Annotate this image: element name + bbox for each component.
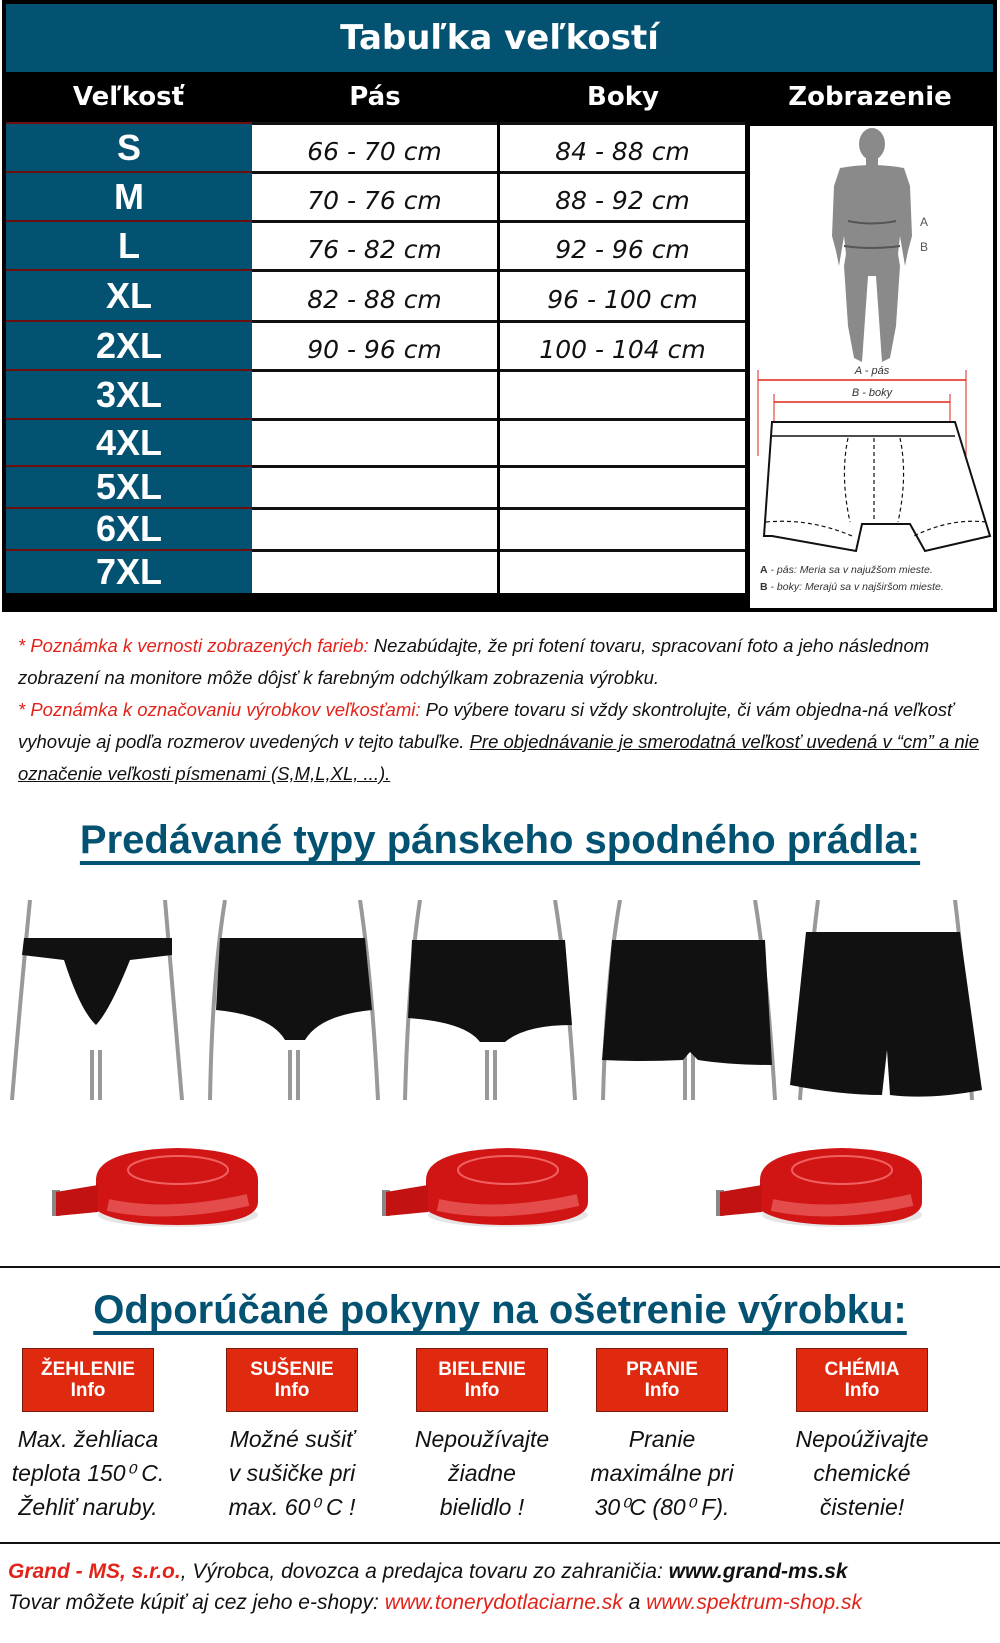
- divider: [0, 1542, 1000, 1544]
- care-description-line: Nepoúživajte: [795, 1426, 929, 1452]
- divider: [0, 1266, 1000, 1268]
- eshop-link-toners[interactable]: www.tonerydotlaciarne.sk: [384, 1591, 623, 1614]
- care-description-line: Možné sušiť: [229, 1426, 355, 1452]
- body-silhouette-icon: [832, 128, 912, 362]
- eshop-link-spektrum[interactable]: www.spektrum-shop.sk: [646, 1591, 863, 1614]
- types-section-title: Predávané typy pánskeho spodného prádla:: [79, 818, 921, 862]
- care-description-line: chemické: [813, 1460, 911, 1486]
- care-button-label: BIELENIE: [438, 1359, 526, 1380]
- care-button-sub: Info: [464, 1380, 500, 1401]
- company-name: Grand - MS, s.r.o.: [8, 1560, 181, 1583]
- care-button-sub: Info: [274, 1380, 310, 1401]
- care-info-button[interactable]: [22, 1348, 154, 1412]
- waist-value: [252, 418, 497, 465]
- care-description: [772, 1422, 952, 1524]
- care-info-button[interactable]: [796, 1348, 928, 1412]
- notes-section: [18, 630, 988, 790]
- header-waist: Pás: [349, 82, 401, 112]
- measurement-illustration: [750, 126, 993, 608]
- care-description-line: maximálne pri: [590, 1460, 734, 1486]
- measuring-tape-icon: [382, 1148, 588, 1227]
- care-section-title: Odporúčané pokyny na ošetrenie výrobku:: [93, 1288, 907, 1332]
- measuring-tape-icon: [716, 1148, 922, 1227]
- care-description-line: Max. žehliaca: [17, 1426, 159, 1452]
- table-header-row: [6, 72, 993, 122]
- care-description: [202, 1422, 382, 1524]
- footer-line-1: Grand - MS, s.r.o., Výrobca, dovozca a predajca tovaru zo zahraničia: www.grand-ms.sk: [8, 1560, 848, 1583]
- care-description-line: žiadne: [448, 1460, 516, 1486]
- boxer-briefs-icon: [602, 900, 775, 1100]
- care-description-line: 30⁰C (80⁰ F).: [594, 1494, 730, 1520]
- hip-briefs-icon: [405, 900, 575, 1100]
- care-info-button[interactable]: [596, 1348, 728, 1412]
- waist-value: 70 - 76 cm: [252, 171, 497, 220]
- hips-value: [500, 418, 745, 465]
- hips-value: [500, 465, 745, 507]
- size-label: 6XL: [6, 507, 252, 549]
- note-size-labeling: [18, 694, 988, 790]
- care-info-button[interactable]: [416, 1348, 548, 1412]
- note-size-text: Po výbere tovaru si vždy skontrolujte, či vám objedna-ná veľkosť vyhovuje aj podľa rozmerov uvedených v tejto tabuľke.: [18, 699, 954, 752]
- underwear-types: [0, 900, 1000, 1130]
- size-table: [2, 0, 997, 612]
- care-description-line: teplota 150⁰ C.: [11, 1460, 165, 1486]
- body-label-b: B: [920, 240, 929, 254]
- note-size-label: * Poznámka k označovaniu výrobkov veľkosťami:: [18, 699, 421, 720]
- care-item: [772, 1348, 952, 1524]
- care-item: [572, 1348, 752, 1524]
- care-button-sub: Info: [844, 1380, 880, 1401]
- hips-value: 92 - 96 cm: [500, 220, 745, 269]
- size-label: 3XL: [6, 369, 252, 418]
- size-label: XL: [6, 269, 252, 320]
- hips-value: 84 - 88 cm: [500, 122, 745, 171]
- jockstrap-icon: [12, 900, 182, 1100]
- size-label: L: [6, 220, 252, 269]
- waist-value: [252, 549, 497, 593]
- note-color-label: * Poznámka k vernosti zobrazených farieb:: [18, 635, 369, 656]
- header-illustration: Zobrazenie: [788, 82, 952, 112]
- care-description: [572, 1422, 752, 1524]
- hips-value: [500, 549, 745, 593]
- dim-label-b: B - boky: [851, 387, 893, 399]
- care-item: [392, 1348, 572, 1524]
- footer: [8, 1556, 998, 1618]
- size-label: 4XL: [6, 418, 252, 465]
- footer-line-2: Tovar môžete kúpiť aj cez jeho e-shopy: www.tonerydotlaciarne.sk a www.spektrum-shop.sk: [8, 1591, 863, 1614]
- note-color-fidelity: [18, 630, 988, 694]
- measuring-tapes: [0, 1130, 1000, 1240]
- care-button-label: CHÉMIA: [824, 1359, 900, 1380]
- header-size: Veľkosť: [72, 82, 185, 112]
- care-button-label: SUŠENIE: [250, 1359, 334, 1380]
- legend-a: A - pás: Meria sa v najužšom mieste.: [760, 564, 933, 576]
- care-button-label: PRANIE: [626, 1359, 698, 1380]
- waist-value: [252, 507, 497, 549]
- care-description-line: max. 60⁰ C !: [228, 1494, 356, 1520]
- care-description-line: Nepoužívajte: [414, 1426, 550, 1452]
- table-title: Tabuľka veľkostí: [6, 4, 993, 72]
- care-button-label: ŽEHLENIE: [41, 1359, 135, 1380]
- size-label: M: [6, 171, 252, 220]
- dim-label-a: A - pás: [854, 365, 890, 377]
- measuring-tape-icon: [52, 1148, 258, 1227]
- size-label: S: [6, 122, 252, 171]
- hips-value: 100 - 104 cm: [500, 320, 745, 369]
- hips-value: 88 - 92 cm: [500, 171, 745, 220]
- care-item: [0, 1348, 178, 1524]
- waist-value: [252, 369, 497, 418]
- care-description-line: Žehliť naruby.: [18, 1494, 158, 1520]
- briefs-icon: [210, 900, 378, 1100]
- boxer-outline-icon: [764, 422, 990, 551]
- size-label: 2XL: [6, 320, 252, 369]
- care-description-line: čistenie!: [819, 1494, 905, 1520]
- care-description-line: v sušičke pri: [228, 1460, 356, 1486]
- waist-value: 82 - 88 cm: [252, 269, 497, 320]
- note-color-text: Nezabúdajte, že pri fotení tovaru, spracovaní foto a jeho následnom zobrazení na monitore môže dôjsť k farebným odchýlkam zobrazenia výrobku.: [18, 635, 930, 688]
- care-description-line: Pranie: [628, 1426, 696, 1452]
- hips-value: 96 - 100 cm: [500, 269, 745, 320]
- size-label: 7XL: [6, 549, 252, 593]
- care-description: [392, 1422, 572, 1524]
- care-button-sub: Info: [70, 1380, 106, 1401]
- illustration-cell: [750, 126, 993, 608]
- header-hips: Boky: [587, 82, 659, 112]
- care-button-sub: Info: [644, 1380, 680, 1401]
- waist-value: 76 - 82 cm: [252, 220, 497, 269]
- measuring-tapes-illustration: [0, 1130, 1000, 1240]
- note-size-important: Pre objednávanie je smerodatná veľkosť uvedená v “cm” a nie označenie veľkosti písmenami (S,M,L,XL, ...).: [18, 731, 980, 784]
- hips-value: [500, 507, 745, 549]
- waist-value: 90 - 96 cm: [252, 320, 497, 369]
- care-description: [0, 1422, 178, 1524]
- waist-value: 66 - 70 cm: [252, 122, 497, 171]
- waist-value: [252, 465, 497, 507]
- legend-b: B - boky: Merajú sa v najširšom mieste.: [760, 581, 944, 593]
- care-info-button[interactable]: [226, 1348, 358, 1412]
- hips-value: [500, 369, 745, 418]
- trunks-icon: [790, 900, 982, 1100]
- care-description-line: bielidlo !: [439, 1494, 525, 1520]
- size-label: 5XL: [6, 465, 252, 507]
- care-item: [202, 1348, 382, 1524]
- body-label-a: A: [920, 215, 929, 229]
- underwear-types-illustration: [0, 900, 1000, 1130]
- main-site-link[interactable]: www.grand-ms.sk: [668, 1560, 848, 1583]
